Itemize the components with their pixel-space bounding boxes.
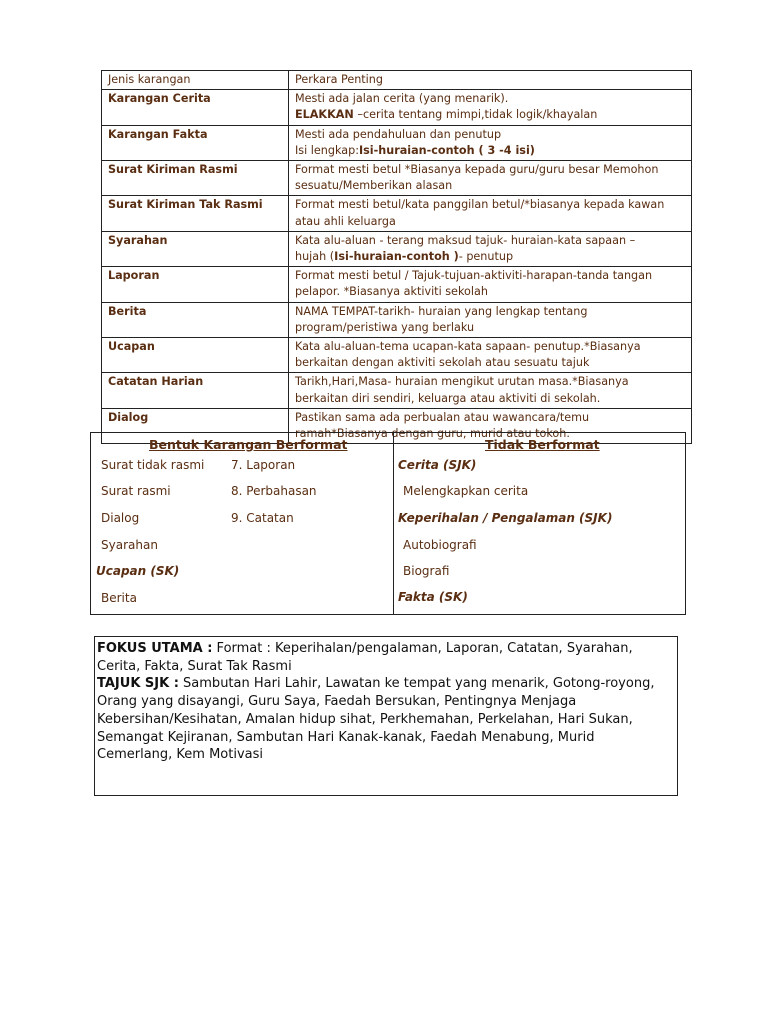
row-desc-line1: Mesti ada pendahuluan dan penutup (295, 127, 502, 141)
row-desc: Pastikan sama ada perbualan atau wawancara/temu ramah*Biasanya dengan guru, murid atau tokoh. (289, 408, 692, 443)
table-row (102, 338, 692, 373)
row-type: Karangan Cerita (102, 90, 289, 125)
tajuk-text: Sambutan Hari Lahir, Lawatan ke tempat yang menarik, Gotong-royong, Orang yang disayangi, Guru Saya, Faedah Bersukan, Pentingnya Menjaga Kebersihan/Kesihatan, Amalan hidup sihat, Perkhemahan, Perkelahan, Hari Sukan, Semangat Kejiranan, Sambutan Hari Kanak-kanak, Faedah Menabung, Murid Cemerlang, Kem Motivasi (97, 676, 655, 763)
row-desc (289, 125, 692, 160)
row-type: Surat Kiriman Tak Rasmi (102, 196, 289, 231)
row-desc: Format mesti betul / Tajuk-tujuan-aktiviti-harapan-tanda tangan pelapor. *Biasanya aktiviti sekolah (289, 267, 692, 302)
focus-box (94, 636, 678, 796)
nonformat-item: Fakta (SK) (398, 590, 468, 604)
format-item: Ucapan (SK) (96, 564, 180, 578)
tajuk-label: TAJUK SJK : (97, 676, 179, 692)
table-header-row (102, 71, 692, 90)
row-type: Karangan Fakta (102, 125, 289, 160)
row-type: Ucapan (102, 338, 289, 373)
focus-text (97, 640, 673, 764)
table-row (102, 125, 692, 160)
row-desc: Tarikh,Hari,Masa- huraian mengikut urutan masa.*Biasanya berkaitan diri sendiri, keluarga atau aktiviti di sekolah. (289, 373, 692, 408)
format-item: Berita (101, 591, 137, 605)
row-desc: Format mesti betul/kata panggilan betul/*biasanya kepada kawan atau ahli keluarga (289, 196, 692, 231)
row-desc: Kata alu-aluan-tema ucapan-kata sapaan- penutup.*Biasanya berkaitan dengan aktiviti sekolah atau sesuatu tajuk (289, 338, 692, 373)
nonformat-item: Keperihalan / Pengalaman (SJK) (398, 511, 613, 525)
fokus-label: FOKUS UTAMA : (97, 641, 213, 656)
right-column-title: Tidak Berformat (485, 437, 600, 452)
table-row (102, 90, 692, 125)
format-item: 7. Laporan (231, 458, 296, 472)
format-item: Dialog (101, 511, 140, 525)
row-type: Berita (102, 302, 289, 337)
table-row (102, 267, 692, 302)
row-desc-post: - penutup (458, 250, 514, 264)
row-type: Dialog (102, 408, 289, 443)
row-desc: NAMA TEMPAT-tarikh- huraian yang lengkap tentang program/peristiwa yang berlaku (289, 302, 692, 337)
table-row (102, 302, 692, 337)
table-row (102, 196, 692, 231)
row-desc-bold: ELAKKAN (295, 108, 354, 122)
nonformat-item: Cerita (SJK) (398, 458, 477, 472)
row-desc-pre: hujah ( (295, 250, 335, 264)
table-row (102, 373, 692, 408)
format-item: Surat rasmi (101, 484, 171, 498)
row-desc-line1: Kata alu-aluan - terang maksud tajuk- huraian-kata sapaan – (295, 233, 636, 247)
row-type: Catatan Harian (102, 373, 289, 408)
format-box (90, 432, 686, 615)
row-desc (289, 231, 692, 266)
row-desc-bold: Isi-huraian-contoh ) (334, 250, 459, 264)
header-perkara: Perkara Penting (289, 71, 692, 90)
fokus-text: Format : Keperihalan/pengalaman, Laporan, Catatan, Syarahan, Cerita, Fakta, Surat Tak Rasmi (97, 641, 633, 674)
row-desc: Format mesti betul *Biasanya kepada guru/guru besar Memohon sesuatu/Memberikan alasan (289, 161, 692, 196)
format-item: 8. Perbahasan (231, 484, 317, 498)
karangan-table (101, 70, 692, 444)
column-divider (393, 433, 394, 614)
row-type: Laporan (102, 267, 289, 302)
row-desc-pre: Isi lengkap: (295, 143, 359, 157)
nonformat-item: Biografi (403, 564, 450, 578)
table-row (102, 161, 692, 196)
row-desc (289, 90, 692, 125)
row-type: Surat Kiriman Rasmi (102, 161, 289, 196)
format-item: Surat tidak rasmi (101, 458, 205, 472)
row-desc-rest: –cerita tentang mimpi,tidak logik/khayalan (353, 108, 598, 122)
format-item: Syarahan (101, 538, 158, 552)
nonformat-item: Autobiografi (403, 538, 477, 552)
nonformat-item: Melengkapkan cerita (403, 484, 529, 498)
row-type: Syarahan (102, 231, 289, 266)
table-row (102, 231, 692, 266)
row-desc-line1: Mesti ada jalan cerita (yang menarik). (295, 92, 509, 106)
left-column-title: Bentuk Karangan Berformat (149, 437, 348, 452)
header-jenis: Jenis karangan (102, 71, 289, 90)
row-desc-bold: Isi-huraian-contoh ( 3 -4 isi) (358, 143, 535, 157)
format-item: 9. Catatan (231, 511, 294, 525)
